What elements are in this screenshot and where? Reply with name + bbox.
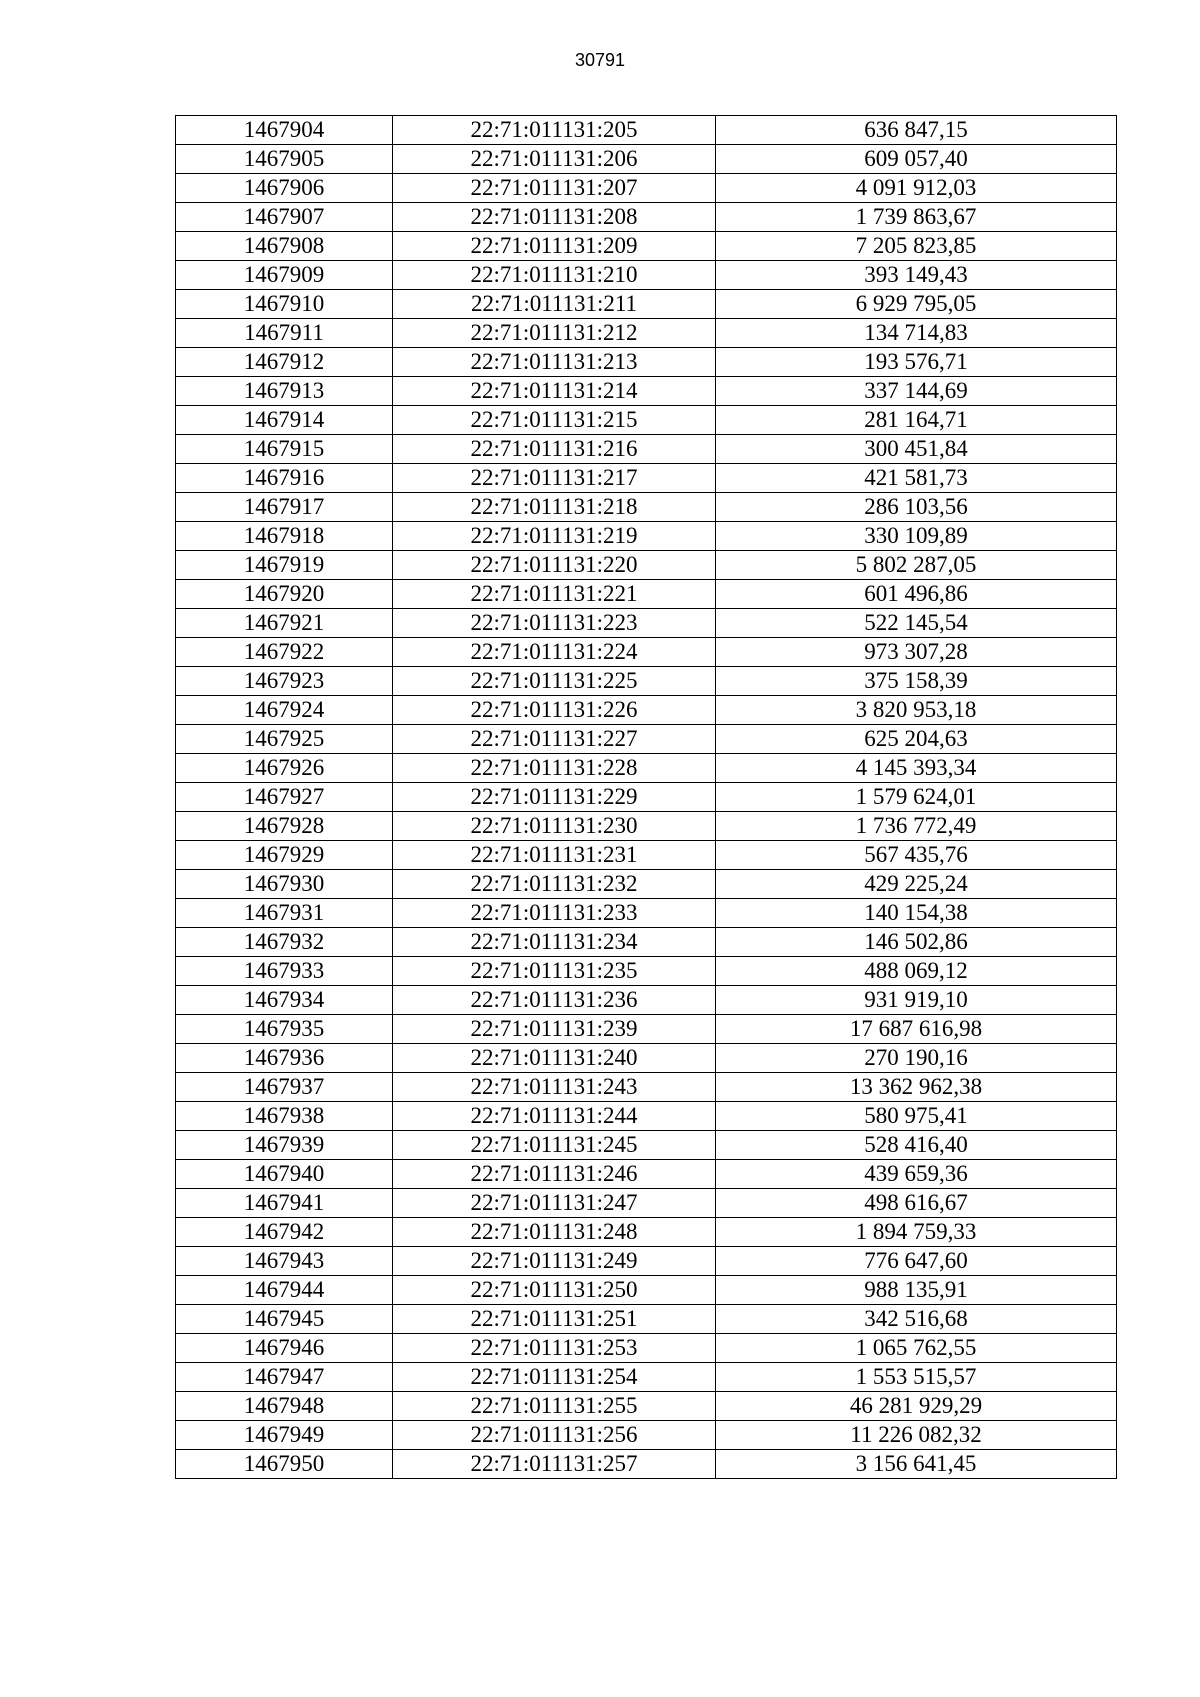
table-row (176, 116, 1117, 145)
table-row (176, 986, 1117, 1015)
cadastral-value-cell: 488 069,12 (716, 957, 1117, 986)
table-row (176, 725, 1117, 754)
cadastral-value-cell: 580 975,41 (716, 1102, 1117, 1131)
cadastral-value-cell: 1 579 624,01 (716, 783, 1117, 812)
table-row (176, 580, 1117, 609)
cadastral-number-cell: 22:71:011131:218 (393, 493, 716, 522)
cadastral-number-cell: 22:71:011131:236 (393, 986, 716, 1015)
record-number-cell: 1467924 (176, 696, 393, 725)
record-number-cell: 1467934 (176, 986, 393, 1015)
cadastral-number-cell: 22:71:011131:234 (393, 928, 716, 957)
record-number-cell: 1467942 (176, 1218, 393, 1247)
cadastral-value-cell: 13 362 962,38 (716, 1073, 1117, 1102)
cadastral-value-cell: 567 435,76 (716, 841, 1117, 870)
table-row (176, 493, 1117, 522)
table-row (176, 899, 1117, 928)
table-row (176, 1450, 1117, 1479)
cadastral-value-cell: 522 145,54 (716, 609, 1117, 638)
cadastral-number-cell: 22:71:011131:248 (393, 1218, 716, 1247)
cadastral-number-cell: 22:71:011131:243 (393, 1073, 716, 1102)
record-number-cell: 1467923 (176, 667, 393, 696)
record-number-cell: 1467910 (176, 290, 393, 319)
cadastral-number-cell: 22:71:011131:233 (393, 899, 716, 928)
table-row (176, 1160, 1117, 1189)
table-row (176, 261, 1117, 290)
cadastral-value-table (175, 115, 1117, 1479)
table-row (176, 1363, 1117, 1392)
cadastral-value-cell: 146 502,86 (716, 928, 1117, 957)
record-number-cell: 1467935 (176, 1015, 393, 1044)
table-row (176, 696, 1117, 725)
cadastral-number-cell: 22:71:011131:211 (393, 290, 716, 319)
table-row (176, 203, 1117, 232)
record-number-cell: 1467940 (176, 1160, 393, 1189)
cadastral-number-cell: 22:71:011131:220 (393, 551, 716, 580)
cadastral-value-cell: 1 894 759,33 (716, 1218, 1117, 1247)
cadastral-number-cell: 22:71:011131:244 (393, 1102, 716, 1131)
cadastral-number-cell: 22:71:011131:254 (393, 1363, 716, 1392)
cadastral-value-cell: 988 135,91 (716, 1276, 1117, 1305)
cadastral-value-cell: 429 225,24 (716, 870, 1117, 899)
cadastral-number-cell: 22:71:011131:221 (393, 580, 716, 609)
cadastral-number-cell: 22:71:011131:229 (393, 783, 716, 812)
table-row (176, 1392, 1117, 1421)
cadastral-value-cell: 270 190,16 (716, 1044, 1117, 1073)
record-number-cell: 1467950 (176, 1450, 393, 1479)
record-number-cell: 1467913 (176, 377, 393, 406)
table-row (176, 174, 1117, 203)
record-number-cell: 1467904 (176, 116, 393, 145)
record-number-cell: 1467912 (176, 348, 393, 377)
table-row (176, 1131, 1117, 1160)
record-number-cell: 1467938 (176, 1102, 393, 1131)
table-row (176, 1189, 1117, 1218)
cadastral-number-cell: 22:71:011131:251 (393, 1305, 716, 1334)
record-number-cell: 1467918 (176, 522, 393, 551)
cadastral-number-cell: 22:71:011131:235 (393, 957, 716, 986)
table-row (176, 1102, 1117, 1131)
cadastral-number-cell: 22:71:011131:247 (393, 1189, 716, 1218)
cadastral-value-cell: 6 929 795,05 (716, 290, 1117, 319)
cadastral-number-cell: 22:71:011131:250 (393, 1276, 716, 1305)
cadastral-number-cell: 22:71:011131:208 (393, 203, 716, 232)
cadastral-number-cell: 22:71:011131:213 (393, 348, 716, 377)
record-number-cell: 1467945 (176, 1305, 393, 1334)
cadastral-value-cell: 134 714,83 (716, 319, 1117, 348)
table-row (176, 435, 1117, 464)
cadastral-value-cell: 46 281 929,29 (716, 1392, 1117, 1421)
cadastral-number-cell: 22:71:011131:256 (393, 1421, 716, 1450)
table-row (176, 145, 1117, 174)
record-number-cell: 1467906 (176, 174, 393, 203)
cadastral-value-cell: 342 516,68 (716, 1305, 1117, 1334)
record-number-cell: 1467911 (176, 319, 393, 348)
table-row (176, 1247, 1117, 1276)
cadastral-value-cell: 337 144,69 (716, 377, 1117, 406)
cadastral-number-cell: 22:71:011131:214 (393, 377, 716, 406)
page-number: 30791 (574, 50, 626, 70)
record-number-cell: 1467936 (176, 1044, 393, 1073)
table-row (176, 812, 1117, 841)
record-number-cell: 1467937 (176, 1073, 393, 1102)
cadastral-number-cell: 22:71:011131:219 (393, 522, 716, 551)
table-row (176, 232, 1117, 261)
cadastral-number-cell: 22:71:011131:226 (393, 696, 716, 725)
table-row (176, 841, 1117, 870)
cadastral-number-cell: 22:71:011131:232 (393, 870, 716, 899)
table-row (176, 783, 1117, 812)
record-number-cell: 1467928 (176, 812, 393, 841)
record-number-cell: 1467925 (176, 725, 393, 754)
record-number-cell: 1467931 (176, 899, 393, 928)
record-number-cell: 1467921 (176, 609, 393, 638)
table-row (176, 1015, 1117, 1044)
cadastral-number-cell: 22:71:011131:246 (393, 1160, 716, 1189)
record-number-cell: 1467914 (176, 406, 393, 435)
cadastral-value-cell: 931 919,10 (716, 986, 1117, 1015)
cadastral-number-cell: 22:71:011131:231 (393, 841, 716, 870)
cadastral-value-cell: 393 149,43 (716, 261, 1117, 290)
cadastral-number-cell: 22:71:011131:206 (393, 145, 716, 174)
table-row (176, 319, 1117, 348)
cadastral-number-cell: 22:71:011131:209 (393, 232, 716, 261)
cadastral-value-cell: 193 576,71 (716, 348, 1117, 377)
cadastral-number-cell: 22:71:011131:223 (393, 609, 716, 638)
table-row (176, 1044, 1117, 1073)
record-number-cell: 1467933 (176, 957, 393, 986)
table-body (176, 116, 1117, 1479)
record-number-cell: 1467943 (176, 1247, 393, 1276)
cadastral-value-cell: 1 553 515,57 (716, 1363, 1117, 1392)
cadastral-number-cell: 22:71:011131:228 (393, 754, 716, 783)
table-row (176, 870, 1117, 899)
table-row (176, 1276, 1117, 1305)
cadastral-number-cell: 22:71:011131:257 (393, 1450, 716, 1479)
table-row (176, 609, 1117, 638)
record-number-cell: 1467929 (176, 841, 393, 870)
table-row (176, 551, 1117, 580)
cadastral-value-cell: 421 581,73 (716, 464, 1117, 493)
cadastral-value-cell: 5 802 287,05 (716, 551, 1117, 580)
cadastral-number-cell: 22:71:011131:217 (393, 464, 716, 493)
record-number-cell: 1467908 (176, 232, 393, 261)
cadastral-value-cell: 140 154,38 (716, 899, 1117, 928)
cadastral-number-cell: 22:71:011131:230 (393, 812, 716, 841)
cadastral-value-cell: 1 739 863,67 (716, 203, 1117, 232)
table-row (176, 667, 1117, 696)
record-number-cell: 1467917 (176, 493, 393, 522)
record-number-cell: 1467941 (176, 1189, 393, 1218)
record-number-cell: 1467915 (176, 435, 393, 464)
table-row (176, 1073, 1117, 1102)
record-number-cell: 1467949 (176, 1421, 393, 1450)
cadastral-number-cell: 22:71:011131:253 (393, 1334, 716, 1363)
cadastral-number-cell: 22:71:011131:212 (393, 319, 716, 348)
table-row (176, 522, 1117, 551)
table-row (176, 377, 1117, 406)
cadastral-value-cell: 375 158,39 (716, 667, 1117, 696)
cadastral-number-cell: 22:71:011131:207 (393, 174, 716, 203)
cadastral-value-cell: 1 065 762,55 (716, 1334, 1117, 1363)
cadastral-value-cell: 11 226 082,32 (716, 1421, 1117, 1450)
table-row (176, 1334, 1117, 1363)
cadastral-value-cell: 1 736 772,49 (716, 812, 1117, 841)
cadastral-value-cell: 3 156 641,45 (716, 1450, 1117, 1479)
record-number-cell: 1467944 (176, 1276, 393, 1305)
cadastral-value-cell: 625 204,63 (716, 725, 1117, 754)
record-number-cell: 1467939 (176, 1131, 393, 1160)
record-number-cell: 1467947 (176, 1363, 393, 1392)
record-number-cell: 1467922 (176, 638, 393, 667)
cadastral-value-cell: 776 647,60 (716, 1247, 1117, 1276)
cadastral-value-cell: 330 109,89 (716, 522, 1117, 551)
cadastral-number-cell: 22:71:011131:255 (393, 1392, 716, 1421)
cadastral-value-cell: 3 820 953,18 (716, 696, 1117, 725)
cadastral-value-cell: 636 847,15 (716, 116, 1117, 145)
table-row (176, 957, 1117, 986)
cadastral-value-cell: 439 659,36 (716, 1160, 1117, 1189)
record-number-cell: 1467916 (176, 464, 393, 493)
table-row (176, 754, 1117, 783)
table-row (176, 928, 1117, 957)
table-row (176, 406, 1117, 435)
table-row (176, 1305, 1117, 1334)
cadastral-value-cell: 609 057,40 (716, 145, 1117, 174)
cadastral-number-cell: 22:71:011131:225 (393, 667, 716, 696)
record-number-cell: 1467927 (176, 783, 393, 812)
cadastral-number-cell: 22:71:011131:224 (393, 638, 716, 667)
table-row (176, 638, 1117, 667)
record-number-cell: 1467905 (176, 145, 393, 174)
cadastral-number-cell: 22:71:011131:215 (393, 406, 716, 435)
record-number-cell: 1467909 (176, 261, 393, 290)
cadastral-value-cell: 7 205 823,85 (716, 232, 1117, 261)
record-number-cell: 1467948 (176, 1392, 393, 1421)
table-row (176, 464, 1117, 493)
record-number-cell: 1467926 (176, 754, 393, 783)
record-number-cell: 1467919 (176, 551, 393, 580)
record-number-cell: 1467920 (176, 580, 393, 609)
cadastral-value-cell: 528 416,40 (716, 1131, 1117, 1160)
cadastral-value-cell: 4 091 912,03 (716, 174, 1117, 203)
cadastral-value-cell: 601 496,86 (716, 580, 1117, 609)
cadastral-value-cell: 281 164,71 (716, 406, 1117, 435)
cadastral-number-cell: 22:71:011131:240 (393, 1044, 716, 1073)
cadastral-number-cell: 22:71:011131:249 (393, 1247, 716, 1276)
cadastral-value-cell: 973 307,28 (716, 638, 1117, 667)
table-row (176, 348, 1117, 377)
cadastral-number-cell: 22:71:011131:216 (393, 435, 716, 464)
cadastral-value-cell: 17 687 616,98 (716, 1015, 1117, 1044)
table-row (176, 1218, 1117, 1247)
cadastral-number-cell: 22:71:011131:227 (393, 725, 716, 754)
cadastral-number-cell: 22:71:011131:210 (393, 261, 716, 290)
cadastral-value-cell: 300 451,84 (716, 435, 1117, 464)
record-number-cell: 1467930 (176, 870, 393, 899)
record-number-cell: 1467946 (176, 1334, 393, 1363)
cadastral-number-cell: 22:71:011131:245 (393, 1131, 716, 1160)
cadastral-value-cell: 286 103,56 (716, 493, 1117, 522)
record-number-cell: 1467932 (176, 928, 393, 957)
record-number-cell: 1467907 (176, 203, 393, 232)
cadastral-number-cell: 22:71:011131:239 (393, 1015, 716, 1044)
table-row (176, 1421, 1117, 1450)
cadastral-value-cell: 498 616,67 (716, 1189, 1117, 1218)
cadastral-value-cell: 4 145 393,34 (716, 754, 1117, 783)
cadastral-number-cell: 22:71:011131:205 (393, 116, 716, 145)
table-row (176, 290, 1117, 319)
